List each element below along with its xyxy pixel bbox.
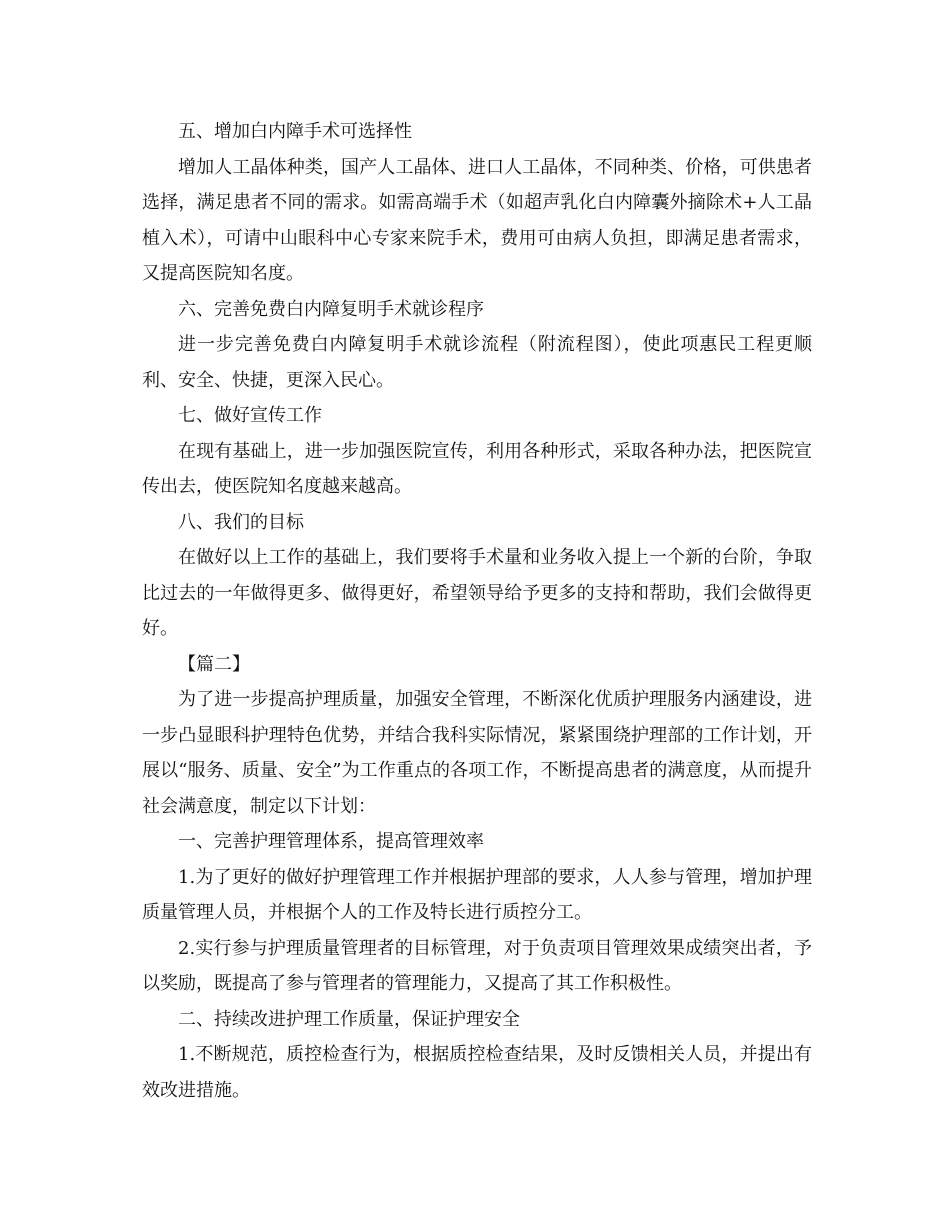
list-item: 2.实行参与护理质量管理者的目标管理，对于负责项目管理效果成绩突出者，予以奖励，既提高了参与管理者的管理能力，又提高了其工作积极性。 [142, 937, 812, 994]
section-heading-one: 一、完善护理管理体系，提高管理效率 [178, 831, 484, 852]
section-heading-two: 二、持续改进护理工作质量，保证护理安全 [178, 1008, 520, 1030]
section-heading-five: 五、增加白内障手术可选择性 [178, 121, 412, 142]
section-heading-eight: 八、我们的目标 [178, 511, 304, 533]
section-heading-six: 六、完善免费白内障复明手术就诊程序 [178, 298, 484, 320]
list-item: 1.不断规范，质控检查行为，根据质控检查结果，及时反馈相关人员，并提出有效改进措施。 [142, 1044, 812, 1101]
list-item: 1.为了更好的做好护理管理工作并根据护理部的要求，人人参与管理，增加护理质量管理人员，并根据个人的工作及特长进行质控分工。 [142, 866, 812, 923]
body-paragraph: 在做好以上工作的基础上，我们要将手术量和业务收入提上一个新的台阶，争取比过去的一年做得更多、做得更好，希望领导给予更多的支持和帮助，我们会做得更好。 [142, 547, 812, 639]
body-paragraph: 进一步完善免费白内障复明手术就诊流程（附流程图），使此项惠民工程更顺利、安全、快捷，更深入民心。 [142, 334, 812, 391]
document-page [142, 114, 812, 1108]
body-paragraph: 增加人工晶体种类，国产人工晶体、进口人工晶体，不同种类、价格，可供患者选择，满足患者不同的需求。如需高端手术（如超声乳化白内障囊外摘除术+人工晶植入术），可请中山眼科中心专家来院手术，费用可由病人负担，即满足患者需求，又提高医院知名度。 [142, 156, 812, 284]
body-paragraph: 为了进一步提高护理质量，加强安全管理，不断深化优质护理服务内涵建设，进一步凸显眼科护理特色优势，并结合我科实际情况，紧紧围绕护理部的工作计划，开展以“服务、质量、安全”为工作重点的各项工作，不断提高患者的满意度，从而提升社会满意度，制定以下计划： [142, 689, 812, 817]
part-two-heading: 【篇二】 [178, 653, 250, 675]
section-heading-seven: 七、做好宣传工作 [178, 405, 322, 426]
body-paragraph: 在现有基础上，进一步加强医院宣传，利用各种形式，采取各种办法，把医院宣传出去，使医院知名度越来越高。 [142, 440, 812, 497]
